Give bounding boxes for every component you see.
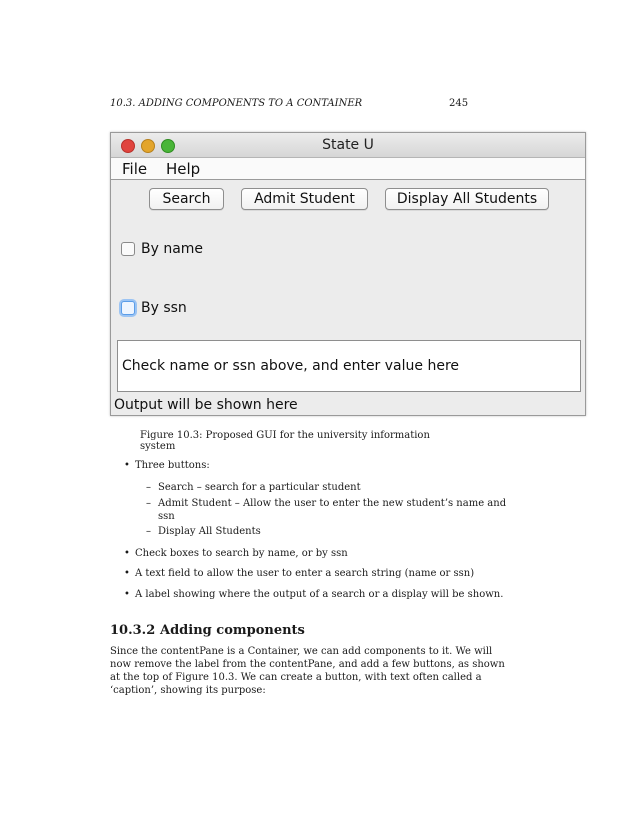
paragraph-line: at the top of Figure 10.3. We can create a button, with text often called a bbox=[110, 672, 482, 683]
running-head: 10.3. ADDING COMPONENTS TO A CONTAINER bbox=[110, 98, 363, 109]
list-item: A text field to allow the user to enter a search string (name or ssn) bbox=[135, 568, 475, 579]
menu-bar bbox=[111, 158, 585, 180]
bullet-icon: • bbox=[124, 589, 130, 600]
admit-student-button: Admit Student bbox=[241, 188, 368, 210]
list-item: Check boxes to search by name, or by ssn bbox=[135, 548, 348, 559]
bullet-icon: • bbox=[124, 460, 130, 471]
by-name-checkbox bbox=[121, 242, 135, 256]
menu-file: File bbox=[122, 160, 148, 178]
paragraph-line: Since the contentPane is a Container, we can add components to it. We will bbox=[110, 646, 493, 657]
menu-help: Help bbox=[166, 160, 201, 178]
search-text-field-value: Check name or ssn above, and enter value here bbox=[122, 358, 460, 374]
by-ssn-checkbox bbox=[121, 301, 135, 315]
paragraph-line: now remove the label from the contentPane, and add a few buttons, as shown bbox=[110, 659, 505, 670]
bullet-icon: • bbox=[124, 548, 130, 559]
window-titlebar bbox=[111, 133, 585, 158]
sub-list-item: Display All Students bbox=[158, 526, 261, 537]
by-ssn-label: By ssn bbox=[141, 300, 187, 316]
gui-window-screenshot bbox=[110, 132, 586, 416]
paragraph-line: ‘caption’, showing its purpose: bbox=[110, 685, 266, 696]
by-name-label: By name bbox=[141, 241, 204, 257]
figure-caption: Figure 10.3: Proposed GUI for the university information system bbox=[140, 430, 430, 452]
page-number: 245 bbox=[449, 98, 469, 109]
section-title: Adding components bbox=[160, 623, 305, 638]
display-all-students-button: Display All Students bbox=[385, 188, 549, 210]
sub-list-item-continuation: ssn bbox=[158, 511, 175, 522]
section-number: 10.3.2 bbox=[110, 623, 156, 638]
sub-list-item: Admit Student – Allow the user to enter the new student’s name and bbox=[158, 498, 507, 509]
window-title: State U bbox=[322, 137, 374, 153]
list-item: A label showing where the output of a search or a display will be shown. bbox=[135, 589, 504, 600]
sub-list-item: Search – search for a particular student bbox=[158, 482, 361, 493]
dash-icon: – bbox=[146, 482, 151, 493]
search-button: Search bbox=[149, 188, 224, 210]
search-text-field bbox=[117, 340, 581, 392]
dash-icon: – bbox=[146, 526, 151, 537]
list-item: Three buttons: bbox=[135, 460, 210, 471]
bullet-icon: • bbox=[124, 568, 130, 579]
output-label: Output will be shown here bbox=[114, 397, 298, 413]
dash-icon: – bbox=[146, 498, 151, 509]
